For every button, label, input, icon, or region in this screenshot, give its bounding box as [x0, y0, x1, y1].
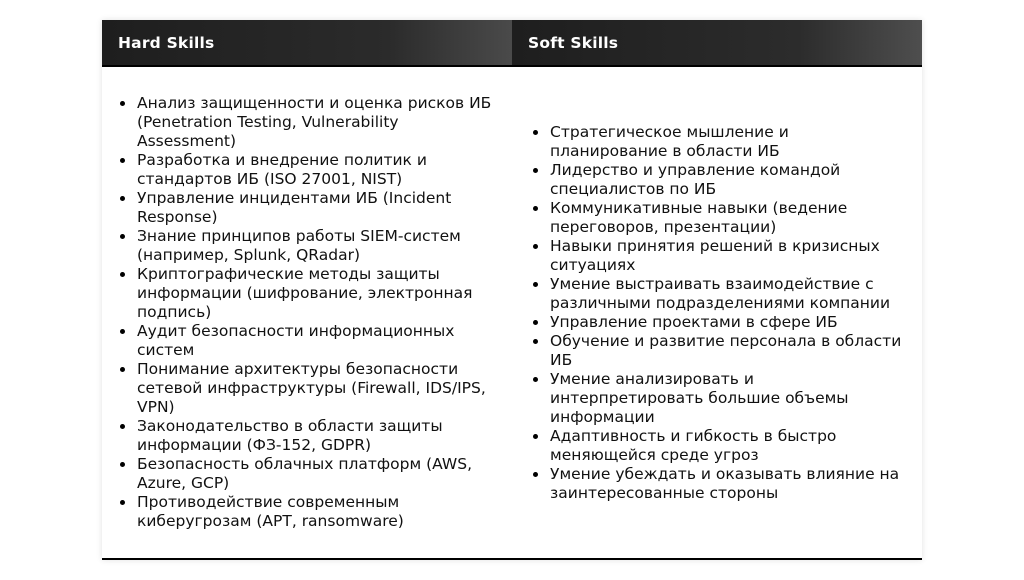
list-item: Криптографические методы защиты информации (шифрование, электронная подпись) [137, 265, 495, 322]
list-item: Аудит безопасности информационных систем [137, 322, 495, 360]
list-item: Коммуникативные навыки (ведение переговоров, презентации) [550, 199, 908, 237]
list-item: Безопасность облачных платформ (AWS, Azure, GCP) [137, 455, 495, 493]
list-item: Умение убеждать и оказывать влияние на заинтересованные стороны [550, 465, 908, 503]
header-hard-skills: Hard Skills [102, 20, 512, 65]
list-item: Понимание архитектуры безопасности сетевой инфраструктуры (Firewall, IDS/IPS, VPN) [137, 360, 495, 417]
header-soft-skills: Soft Skills [512, 20, 922, 65]
list-item: Навыки принятия решений в кризисных ситуациях [550, 237, 908, 275]
soft-skills-list [531, 123, 908, 503]
table-body-row [102, 67, 922, 558]
list-item: Лидерство и управление командой специалистов по ИБ [550, 161, 908, 199]
list-item: Противодействие современным киберугрозам (APT, ransomware) [137, 493, 495, 531]
list-item: Законодательство в области защиты информации (ФЗ-152, GDPR) [137, 417, 495, 455]
hard-skills-list [118, 94, 495, 531]
list-item: Разработка и внедрение политик и стандартов ИБ (ISO 27001, NIST) [137, 151, 495, 189]
list-item: Обучение и развитие персонала в области ИБ [550, 332, 908, 370]
list-item: Управление инцидентами ИБ (Incident Response) [137, 189, 495, 227]
table-header-row [102, 20, 922, 67]
soft-skills-cell [515, 67, 922, 558]
list-item: Знание принципов работы SIEM-систем (например, Splunk, QRadar) [137, 227, 495, 265]
skills-table [102, 20, 922, 560]
hard-skills-cell [102, 67, 515, 558]
list-item: Умение выстраивать взаимодействие с различными подразделениями компании [550, 275, 908, 313]
list-item: Стратегическое мышление и планирование в области ИБ [550, 123, 908, 161]
list-item: Адаптивность и гибкость в быстро меняющейся среде угроз [550, 427, 908, 465]
list-item: Управление проектами в сфере ИБ [550, 313, 908, 332]
list-item: Анализ защищенности и оценка рисков ИБ (Penetration Testing, Vulnerability Assessment) [137, 94, 495, 151]
list-item: Умение анализировать и интерпретировать большие объемы информации [550, 370, 908, 427]
